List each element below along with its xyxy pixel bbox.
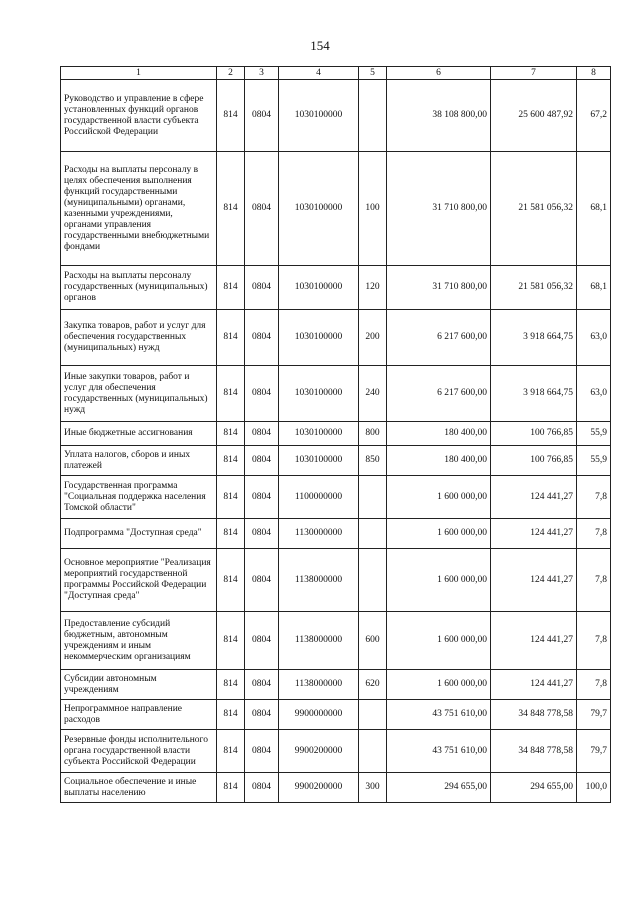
execution-percent: 55,9 bbox=[577, 446, 611, 476]
table-row bbox=[61, 152, 611, 266]
expense-name: Социальное обеспечение и иные выплаты населению bbox=[61, 773, 217, 803]
table-row bbox=[61, 266, 611, 310]
table-row bbox=[61, 80, 611, 152]
target-code: 1030100000 bbox=[279, 446, 359, 476]
execution-percent: 7,8 bbox=[577, 670, 611, 700]
planned-amount: 1 600 000,00 bbox=[387, 476, 491, 519]
department-code: 814 bbox=[217, 773, 245, 803]
expense-type bbox=[359, 476, 387, 519]
planned-amount: 1 600 000,00 bbox=[387, 549, 491, 612]
planned-amount: 31 710 800,00 bbox=[387, 266, 491, 310]
planned-amount: 180 400,00 bbox=[387, 422, 491, 446]
planned-amount: 43 751 610,00 bbox=[387, 700, 491, 730]
expense-name: Иные закупки товаров, работ и услуг для обеспечения государственных (муниципальных) нужд bbox=[61, 366, 217, 422]
department-code: 814 bbox=[217, 549, 245, 612]
table-row bbox=[61, 773, 611, 803]
expense-type bbox=[359, 730, 387, 773]
execution-percent: 100,0 bbox=[577, 773, 611, 803]
section-code: 0804 bbox=[245, 519, 279, 549]
actual-amount: 124 441,27 bbox=[491, 519, 577, 549]
section-code: 0804 bbox=[245, 773, 279, 803]
actual-amount: 124 441,27 bbox=[491, 612, 577, 670]
col-header: 2 bbox=[217, 67, 245, 80]
department-code: 814 bbox=[217, 310, 245, 366]
target-code: 1030100000 bbox=[279, 366, 359, 422]
target-code: 1030100000 bbox=[279, 266, 359, 310]
actual-amount: 124 441,27 bbox=[491, 476, 577, 519]
expense-type: 620 bbox=[359, 670, 387, 700]
expense-name: Иные бюджетные ассигнования bbox=[61, 422, 217, 446]
target-code: 9900000000 bbox=[279, 700, 359, 730]
budget-table bbox=[60, 66, 611, 803]
execution-percent: 7,8 bbox=[577, 476, 611, 519]
col-header: 5 bbox=[359, 67, 387, 80]
expense-type bbox=[359, 549, 387, 612]
expense-name: Субсидии автономным учреждениям bbox=[61, 670, 217, 700]
expense-name: Закупка товаров, работ и услуг для обеспечения государственных (муниципальных) нужд bbox=[61, 310, 217, 366]
actual-amount: 3 918 664,75 bbox=[491, 366, 577, 422]
col-header: 7 bbox=[491, 67, 577, 80]
actual-amount: 34 848 778,58 bbox=[491, 700, 577, 730]
planned-amount: 38 108 800,00 bbox=[387, 80, 491, 152]
expense-type bbox=[359, 700, 387, 730]
actual-amount: 25 600 487,92 bbox=[491, 80, 577, 152]
actual-amount: 21 581 056,32 bbox=[491, 152, 577, 266]
table-row bbox=[61, 366, 611, 422]
expense-name: Уплата налогов, сборов и иных платежей bbox=[61, 446, 217, 476]
department-code: 814 bbox=[217, 612, 245, 670]
actual-amount: 3 918 664,75 bbox=[491, 310, 577, 366]
table-row bbox=[61, 549, 611, 612]
expense-type bbox=[359, 80, 387, 152]
department-code: 814 bbox=[217, 730, 245, 773]
table-row bbox=[61, 730, 611, 773]
section-code: 0804 bbox=[245, 80, 279, 152]
expense-name: Расходы на выплаты персоналу государственных (муниципальных) органов bbox=[61, 266, 217, 310]
actual-amount: 294 655,00 bbox=[491, 773, 577, 803]
department-code: 814 bbox=[217, 670, 245, 700]
section-code: 0804 bbox=[245, 422, 279, 446]
department-code: 814 bbox=[217, 366, 245, 422]
department-code: 814 bbox=[217, 80, 245, 152]
section-code: 0804 bbox=[245, 476, 279, 519]
col-header: 3 bbox=[245, 67, 279, 80]
section-code: 0804 bbox=[245, 730, 279, 773]
target-code: 9900200000 bbox=[279, 773, 359, 803]
section-code: 0804 bbox=[245, 310, 279, 366]
expense-name: Руководство и управление в сфере установленных функций органов государственной власти субъекта Российской Федерации bbox=[61, 80, 217, 152]
expense-name: Основное мероприятие "Реализация мероприятий государственной программы Российской Федерации "Доступная среда" bbox=[61, 549, 217, 612]
target-code: 9900200000 bbox=[279, 730, 359, 773]
table-row bbox=[61, 700, 611, 730]
planned-amount: 1 600 000,00 bbox=[387, 612, 491, 670]
execution-percent: 7,8 bbox=[577, 549, 611, 612]
department-code: 814 bbox=[217, 700, 245, 730]
expense-name: Предоставление субсидий бюджетным, автономным учреждениям и иным некоммерческим организациям bbox=[61, 612, 217, 670]
section-code: 0804 bbox=[245, 612, 279, 670]
execution-percent: 68,1 bbox=[577, 152, 611, 266]
planned-amount: 6 217 600,00 bbox=[387, 366, 491, 422]
section-code: 0804 bbox=[245, 446, 279, 476]
section-code: 0804 bbox=[245, 266, 279, 310]
execution-percent: 7,8 bbox=[577, 612, 611, 670]
planned-amount: 43 751 610,00 bbox=[387, 730, 491, 773]
col-header: 6 bbox=[387, 67, 491, 80]
expense-name: Государственная программа "Социальная поддержка населения Томской области" bbox=[61, 476, 217, 519]
target-code: 1138000000 bbox=[279, 612, 359, 670]
execution-percent: 67,2 bbox=[577, 80, 611, 152]
department-code: 814 bbox=[217, 422, 245, 446]
expense-type bbox=[359, 519, 387, 549]
department-code: 814 bbox=[217, 152, 245, 266]
actual-amount: 34 848 778,58 bbox=[491, 730, 577, 773]
expense-type: 600 bbox=[359, 612, 387, 670]
expense-type: 200 bbox=[359, 310, 387, 366]
table-row bbox=[61, 446, 611, 476]
col-header: 8 bbox=[577, 67, 611, 80]
section-code: 0804 bbox=[245, 366, 279, 422]
department-code: 814 bbox=[217, 519, 245, 549]
expense-type: 240 bbox=[359, 366, 387, 422]
table-row bbox=[61, 670, 611, 700]
planned-amount: 294 655,00 bbox=[387, 773, 491, 803]
target-code: 1138000000 bbox=[279, 549, 359, 612]
target-code: 1030100000 bbox=[279, 152, 359, 266]
target-code: 1030100000 bbox=[279, 310, 359, 366]
table-row bbox=[61, 476, 611, 519]
actual-amount: 100 766,85 bbox=[491, 422, 577, 446]
target-code: 1030100000 bbox=[279, 422, 359, 446]
target-code: 1100000000 bbox=[279, 476, 359, 519]
expense-type: 120 bbox=[359, 266, 387, 310]
page-number: 154 bbox=[310, 38, 330, 53]
section-code: 0804 bbox=[245, 700, 279, 730]
table-row bbox=[61, 310, 611, 366]
col-header: 4 bbox=[279, 67, 359, 80]
expense-type: 300 bbox=[359, 773, 387, 803]
expense-type: 850 bbox=[359, 446, 387, 476]
target-code: 1138000000 bbox=[279, 670, 359, 700]
expense-type: 800 bbox=[359, 422, 387, 446]
execution-percent: 63,0 bbox=[577, 310, 611, 366]
target-code: 1130000000 bbox=[279, 519, 359, 549]
planned-amount: 180 400,00 bbox=[387, 446, 491, 476]
actual-amount: 21 581 056,32 bbox=[491, 266, 577, 310]
col-header: 1 bbox=[61, 67, 217, 80]
actual-amount: 100 766,85 bbox=[491, 446, 577, 476]
expense-name: Расходы на выплаты персоналу в целях обеспечения выполнения функций государственными (муниципальными) органами, казенными учреждениями, органами управления государственными внебюджетными фондами bbox=[61, 152, 217, 266]
table-row bbox=[61, 519, 611, 549]
execution-percent: 7,8 bbox=[577, 519, 611, 549]
section-code: 0804 bbox=[245, 670, 279, 700]
department-code: 814 bbox=[217, 476, 245, 519]
expense-name: Подпрограмма "Доступная среда" bbox=[61, 519, 217, 549]
planned-amount: 1 600 000,00 bbox=[387, 519, 491, 549]
table-row bbox=[61, 422, 611, 446]
expense-name: Непрограммное направление расходов bbox=[61, 700, 217, 730]
header-row bbox=[61, 67, 611, 80]
execution-percent: 79,7 bbox=[577, 700, 611, 730]
execution-percent: 55,9 bbox=[577, 422, 611, 446]
planned-amount: 6 217 600,00 bbox=[387, 310, 491, 366]
section-code: 0804 bbox=[245, 549, 279, 612]
expense-name: Резервные фонды исполнительного органа государственной власти субъекта Российской Федерации bbox=[61, 730, 217, 773]
actual-amount: 124 441,27 bbox=[491, 549, 577, 612]
section-code: 0804 bbox=[245, 152, 279, 266]
execution-percent: 68,1 bbox=[577, 266, 611, 310]
table-row bbox=[61, 612, 611, 670]
execution-percent: 79,7 bbox=[577, 730, 611, 773]
actual-amount: 124 441,27 bbox=[491, 670, 577, 700]
planned-amount: 31 710 800,00 bbox=[387, 152, 491, 266]
execution-percent: 63,0 bbox=[577, 366, 611, 422]
expense-type: 100 bbox=[359, 152, 387, 266]
department-code: 814 bbox=[217, 446, 245, 476]
planned-amount: 1 600 000,00 bbox=[387, 670, 491, 700]
department-code: 814 bbox=[217, 266, 245, 310]
target-code: 1030100000 bbox=[279, 80, 359, 152]
